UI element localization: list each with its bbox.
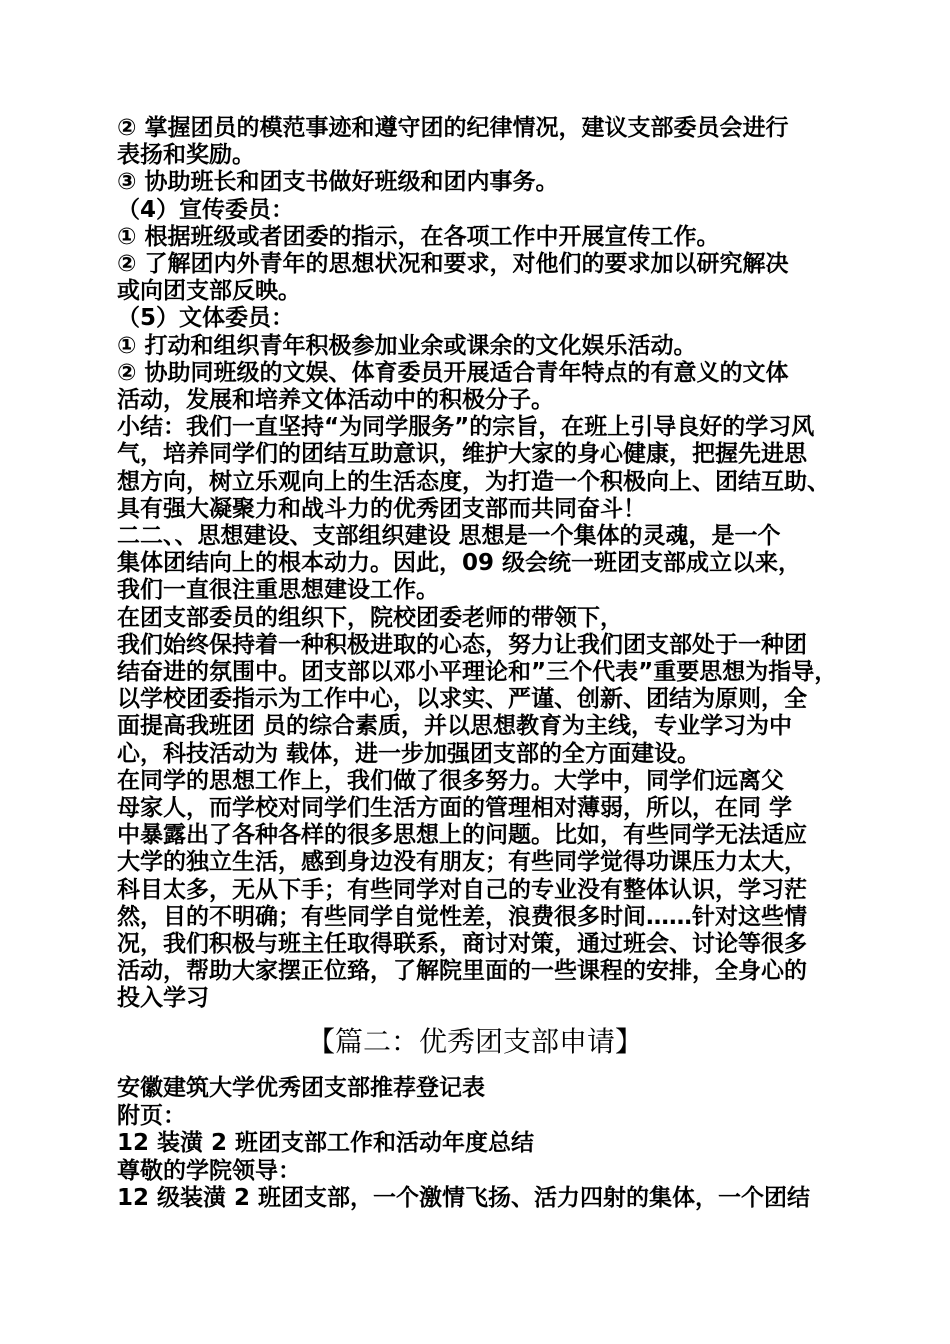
section-heading: 【篇二：优秀团支部申请】	[306, 1025, 643, 1058]
text-line: 安徽建筑大学优秀团支部推荐登记表	[117, 1075, 485, 1101]
text-line: ② 协助同班级的文娱、体育委员开展适合青年特点的有意义的文体	[117, 359, 789, 386]
text-line: 具有强大凝聚力和战斗力的优秀团支部而共同奋斗！	[117, 495, 646, 522]
text-line: ② 掌握团员的模范事迹和遵守团的纪律情况，建议支部委员会进行	[117, 115, 789, 141]
text-line: 结奋进的氛围中。团支部以邓小平理论和”三个代表”重要思想为指导，	[117, 659, 838, 685]
text-line: 12 级装潢 2 班团支部，一个激情飞扬、活力四射的集体，一个团结	[117, 1185, 811, 1211]
text-line: 我们始终保持着一种积极进取的心态，努力让我们团支部处于一种团	[117, 631, 807, 658]
text-line: 活动，帮助大家摆正位臵，了解院里面的一些课程的安排，全身心的	[117, 958, 807, 985]
text-line: 科目太多，无从下手；有些同学对自己的专业没有整体认识，学习茫	[117, 876, 807, 903]
text-line: 12 装潢 2 班团支部工作和活动年度总结	[117, 1130, 535, 1156]
text-line: 然，目的不明确；有些同学自觉性差，浪费很多时间……针对这些情	[117, 903, 807, 930]
text-line: ① 根据班级或者团委的指示，在各项工作中开展宣传工作。	[117, 223, 720, 250]
text-line: 投入学习	[117, 985, 209, 1012]
text-line: （5）文体委员：	[117, 305, 295, 332]
text-line: 在同学的思想工作上，我们做了很多努力。大学中，同学们远离父	[117, 767, 784, 794]
text-line: ① 打动和组织青年积极参加业余或课余的文化娱乐活动。	[117, 332, 697, 359]
text-line: 集体团结向上的根本动力。因此，09 级会统一班团支部成立以来，	[117, 550, 802, 577]
text-line: 二二、、思想建设、支部组织建设 思想是一个集体的灵魂，是一个	[117, 523, 781, 549]
text-line: 以学校团委指示为工作中心，以求实、严谨、创新、团结为原则，全	[117, 686, 807, 713]
text-line: 况，我们积极与班主任取得联系，商讨对策，通过班会、讨论等很多	[117, 931, 807, 957]
text-line: 尊敬的学院领导：	[117, 1158, 301, 1184]
text-line: 面提高我班团 员的综合素质，并以思想教育为主线，专业学习为中	[117, 713, 793, 740]
text-line: 母家人，而学校对同学们生活方面的管理相对薄弱，所以，在同 学	[117, 795, 793, 821]
text-line: ② 了解团内外青年的思想状况和要求，对他们的要求加以研究解决	[117, 251, 789, 277]
text-line: （4）宣传委员：	[117, 196, 295, 223]
text-line: 中暴露出了各种各样的很多思想上的问题。比如，有些同学无法适应	[117, 822, 807, 849]
text-line: 小结：我们一直坚持“为同学服务”的宗旨，在班上引导良好的学习风	[117, 414, 815, 441]
text-line: 或向团支部反映。	[117, 278, 301, 305]
text-line: 在团支部委员的组织下，院校团委老师的带领下，	[117, 604, 623, 631]
text-line: 想方向，树立乐观向上的生活态度，为打造一个积极向上、团结互助、	[117, 468, 830, 495]
text-line: 我们一直很注重思想建设工作。	[117, 577, 439, 604]
text-line: 附页：	[117, 1103, 186, 1129]
text-line: 大学的独立生活，感到身边没有朋友；有些同学觉得功课压力太大，	[117, 849, 807, 876]
text-line: 气，培养同学们的团结互助意识，维护大家的身心健康，把握先进思	[117, 441, 807, 468]
text-line: ③ 协助班长和团支书做好班级和团内事务。	[117, 169, 559, 196]
text-line: 表扬和奖励。	[117, 142, 255, 169]
text-line: 活动，发展和培养文体活动中的积极分子。	[117, 387, 554, 413]
text-line: 心，科技活动为 载体，进一步加强团支部的全方面建设。	[117, 740, 701, 767]
